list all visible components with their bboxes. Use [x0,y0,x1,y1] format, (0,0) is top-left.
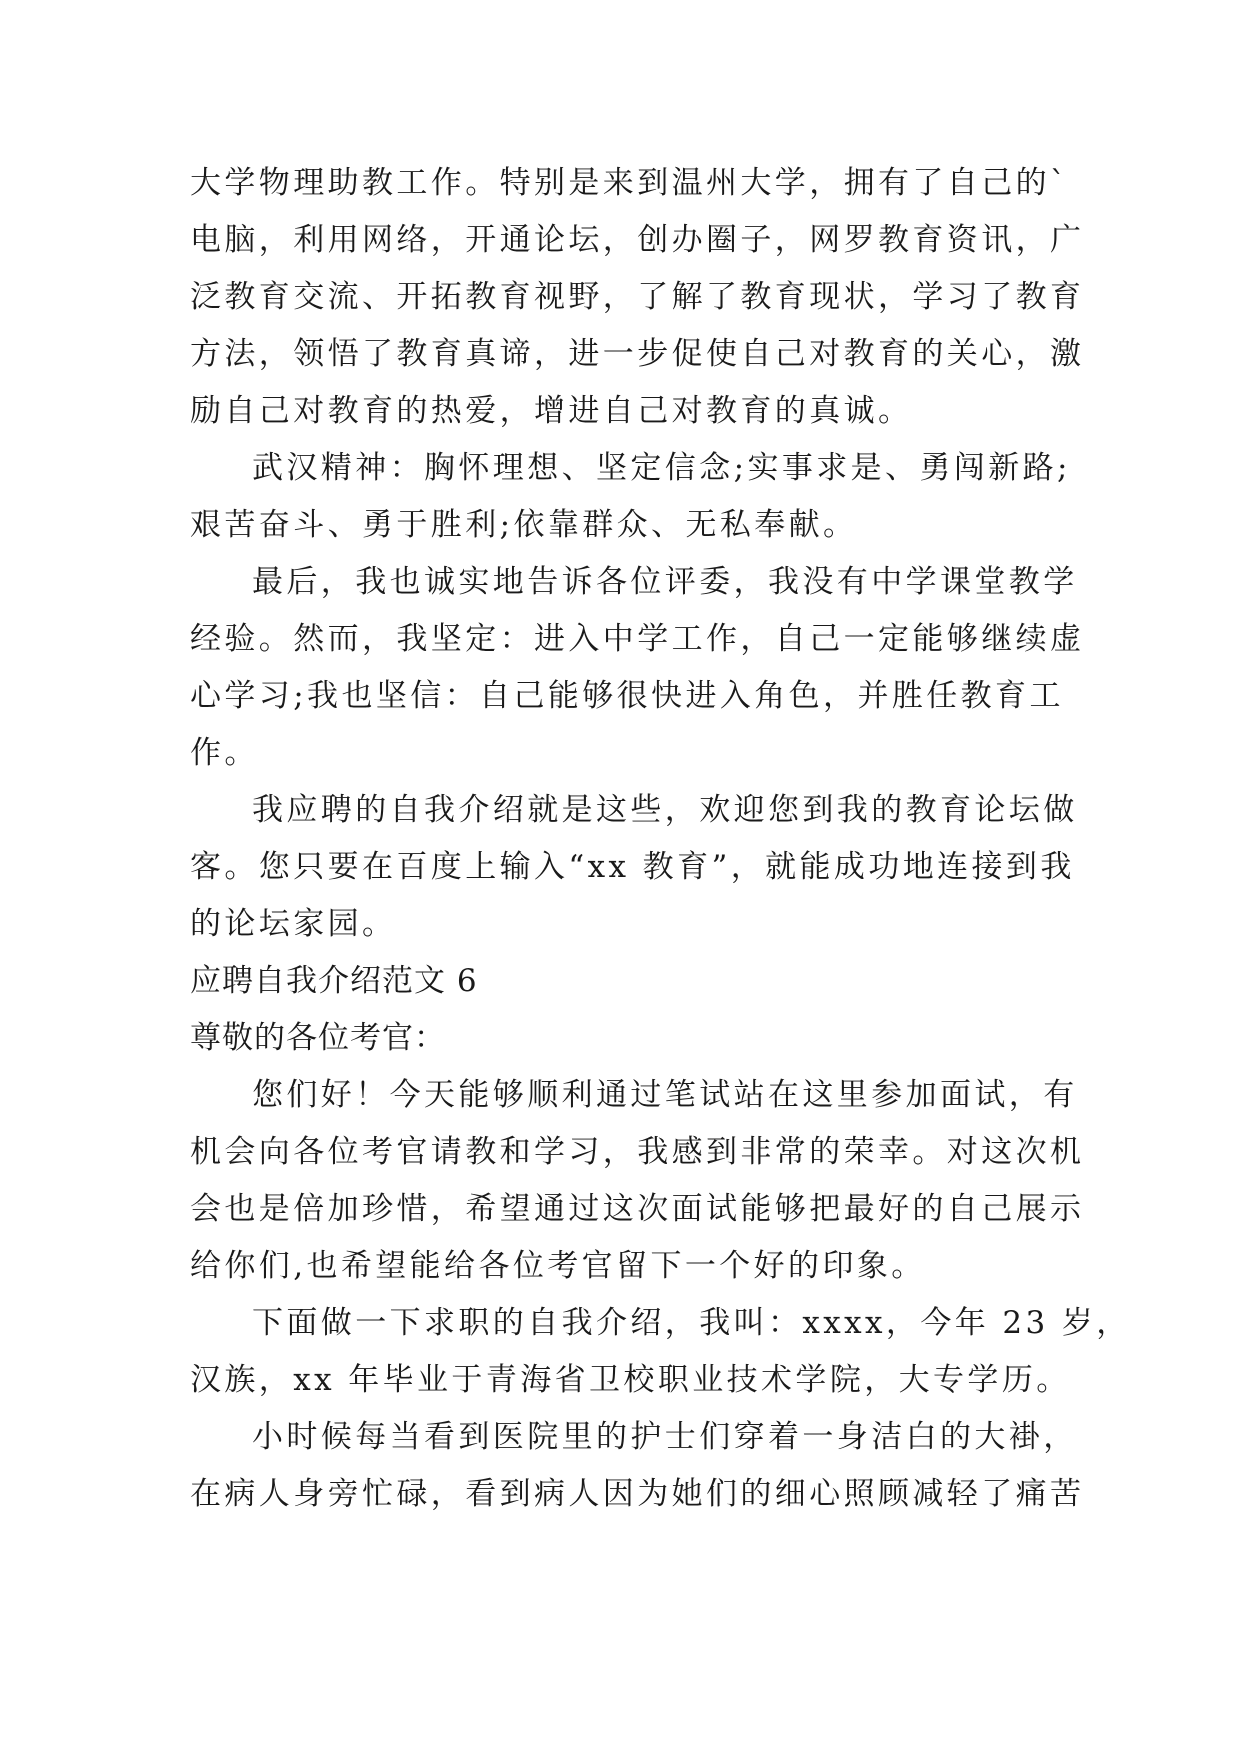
text-line: 在病人身旁忙碌，看到病人因为她们的细心照顾减轻了痛苦 [190,1476,1085,1512]
salutation: 尊敬的各位考官： [190,1020,446,1056]
text-line: 汉族，xx 年毕业于青海省卫校职业技术学院，大专学历。 [190,1362,1071,1398]
text-line: 武汉精神：胸怀理想、坚定信念;实事求是、勇闯新路; [252,450,1071,486]
text-line: 给你们,也希望能给各位考官留下一个好的印象。 [190,1248,926,1284]
text-line: 机会向各位考官请教和学习，我感到非常的荣幸。对这次机 [190,1134,1085,1170]
text-line: 下面做一下求职的自我介绍，我叫：xxxx，今年 23 岁， [252,1305,1131,1341]
text-line: 的论坛家园。 [190,906,397,942]
text-line: 泛教育交流、开拓教育视野，了解了教育现状，学习了教育 [190,279,1085,315]
text-line: 电脑，利用网络，开通论坛，创办圈子，网罗教育资讯，广 [190,222,1085,258]
text-line: 最后，我也诚实地告诉各位评委，我没有中学课堂教学 [252,564,1078,600]
text-line: 大学物理助教工作。特别是来到温州大学，拥有了自己的` [190,165,1069,201]
text-line: 经验。然而，我坚定：进入中学工作，自己一定能够继续虚 [190,621,1085,657]
text-line: 客。您只要在百度上输入“xx 教育”，就能成功地连接到我 [190,849,1075,885]
text-line: 心学习;我也坚信：自己能够很快进入角色，并胜任教育工 [190,678,1064,714]
text-line: 会也是倍加珍惜，希望通过这次面试能够把最好的自己展示 [190,1191,1085,1227]
text-line: 小时候每当看到医院里的护士们穿着一身洁白的大褂， [252,1419,1078,1455]
text-line: 艰苦奋斗、勇于胜利;依靠群众、无私奉献。 [190,507,858,543]
text-line: 我应聘的自我介绍就是这些，欢迎您到我的教育论坛做 [252,792,1078,828]
text-line: 您们好！今天能够顺利通过笔试站在这里参加面试，有 [252,1077,1078,1113]
text-line: 励自己对教育的热爱，增进自己对教育的真诚。 [190,393,913,429]
text-line: 作。 [190,735,259,771]
section-heading: 应聘自我介绍范文 6 [190,963,478,999]
text-line: 方法，领悟了教育真谛，进一步促使自己对教育的关心，激 [190,336,1085,372]
